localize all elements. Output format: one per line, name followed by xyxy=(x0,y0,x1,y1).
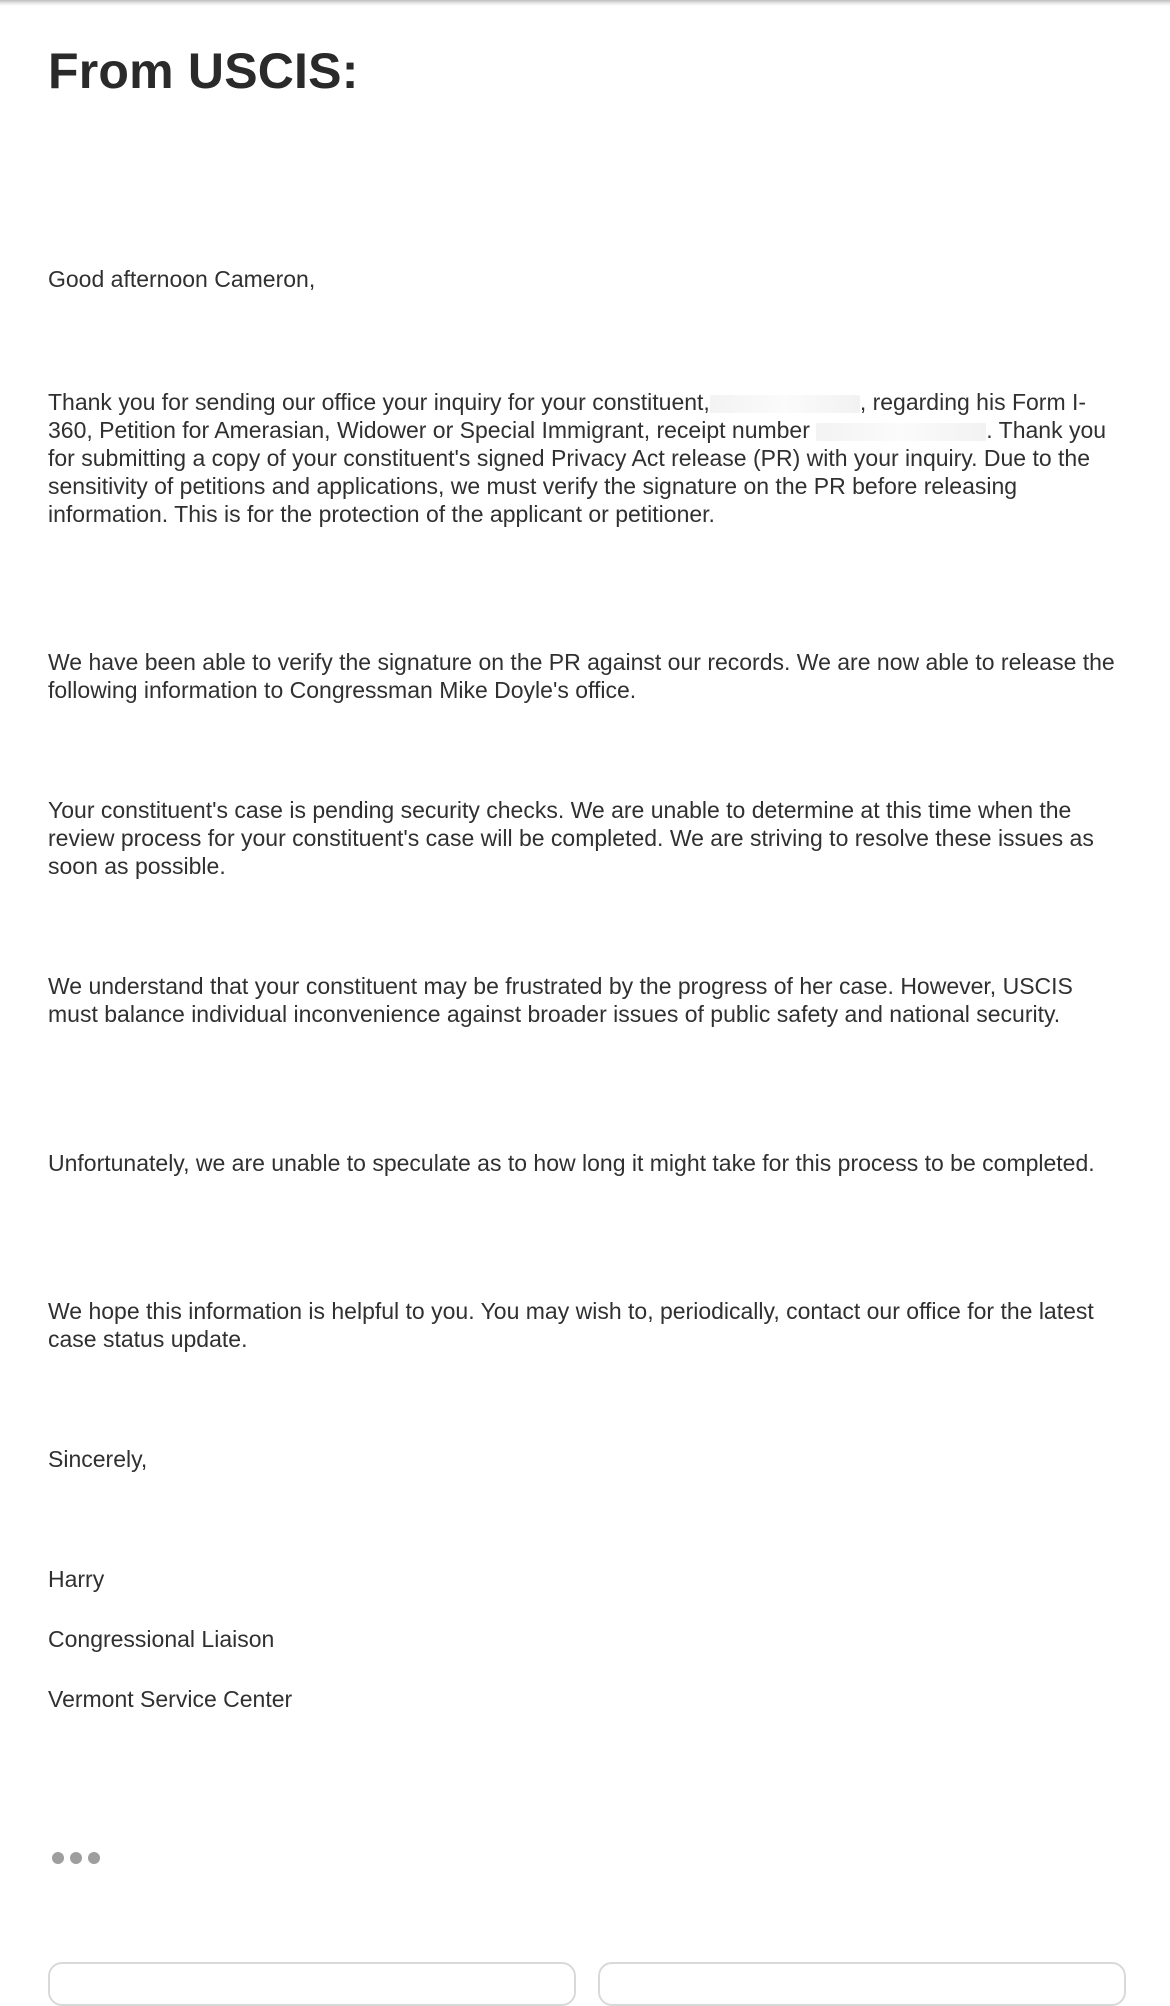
page-title: From USCIS: xyxy=(48,43,359,99)
redacted-constituent-name xyxy=(710,395,860,413)
ellipsis-icon[interactable] xyxy=(52,1852,100,1864)
email-paragraph-4: We understand that your constituent may be frustrated by the progress of her case. However, USCIS must balance individual inconvenience against broader issues of public safety and national security. xyxy=(48,973,1073,1027)
paragraph-1-text-middle: , regarding his Form I-360, Petition for Amerasian, Widower or Special Immigrant, receipt number xyxy=(48,389,1087,443)
top-bar-shadow xyxy=(0,0,1170,6)
email-paragraph-2: We have been able to verify the signature on the PR against our records. We are now able to release the following information to Congressman Mike Doyle's office. xyxy=(48,649,1115,703)
email-paragraph-6: We hope this information is helpful to you. You may wish to, periodically, contact our office for the latest case status update. xyxy=(48,1298,1094,1352)
signer-name: Harry xyxy=(48,1566,105,1592)
bottom-card-left[interactable] xyxy=(48,1962,576,2006)
paragraph-1-text-start: Thank you for sending our office your inquiry for your constituent, xyxy=(48,389,710,415)
paragraph-1-text-end: . Thank you for submitting a copy of your constituent's signed Privacy Act release (PR) with your inquiry. Due to the sensitivity of petitions and applications, we must verify the signature on the PR before releasing information. This is for the protection of the applicant or petitioner. xyxy=(48,417,1107,527)
bottom-card-right[interactable] xyxy=(598,1962,1126,2006)
ellipsis-dot xyxy=(88,1852,100,1864)
email-paragraph-5: Unfortunately, we are unable to speculate as to how long it might take for this process to be completed. xyxy=(48,1150,1095,1176)
email-greeting: Good afternoon Cameron, xyxy=(48,266,316,292)
email-paragraph-1 xyxy=(48,388,1123,528)
signer-organization: Vermont Service Center xyxy=(48,1686,293,1712)
email-closing: Sincerely, xyxy=(48,1446,148,1472)
signer-title: Congressional Liaison xyxy=(48,1626,275,1652)
redacted-receipt-number xyxy=(816,423,986,441)
email-paragraph-3: Your constituent's case is pending security checks. We are unable to determine at this time when the review process for your constituent's case will be completed. We are striving to resolve these issues as soon as possible. xyxy=(48,797,1094,879)
ellipsis-dot xyxy=(52,1852,64,1864)
ellipsis-dot xyxy=(70,1852,82,1864)
